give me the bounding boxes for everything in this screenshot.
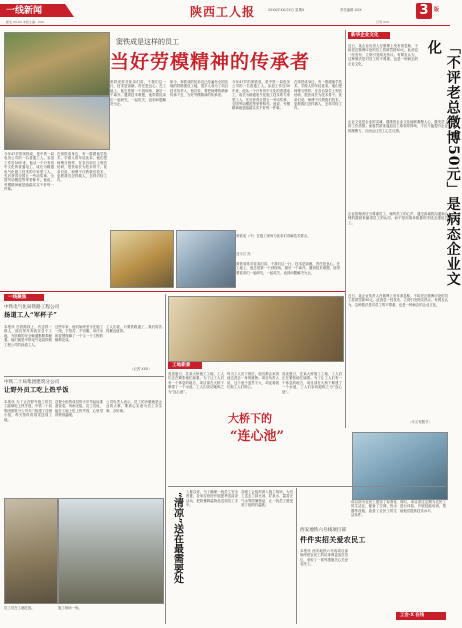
row2-photo-site (58, 498, 164, 604)
row3-rule (168, 486, 446, 487)
sidebar-credit: （本文有删节） (408, 420, 432, 424)
right-story-column-2: 项目部为农民工建设了标准化的生活区，配备了空调、热水器等设施，改善了农民工的生活条件。 (351, 500, 397, 518)
lead-column-1: 今年47岁的窦铁成，是中铁一局电务公司的一名普通工人。参加工作近30年来，他从一个只有初中文化的普通电工，成长为精通电气化施工技术的专家型工人，先后获得全国五一劳动奖章、全国劳动模范等荣誉称号。他说，劳模精神就是踏踏实实干好每一件事。 (4, 152, 54, 192)
masthead-sub-right: 记者 XXX (376, 20, 390, 24)
paper-title: 陕西工人报 (190, 5, 256, 19)
sidebar-column-3: 企业管理者应当尊重员工，倾听员工的心声，通过真诚的沟通和合理的激励来赢得员工的认同，而不是用简单粗暴的手段去强迫员工。 (348, 212, 448, 225)
row2-caption-b: 施工现场一角。 (58, 606, 82, 610)
row3-photo-pool (352, 432, 448, 500)
lead-column-6: 在窦铁成身边，有一群跟他学技术、学做人的年轻徒弟。他们把师傅当榜样，在各自岗位上刻苦钻研，很快成长为技术骨干。徒弟们说，师傅不仅教我们技术，更教我们怎样做人，怎样对待工作。 (294, 80, 342, 111)
section-title: 一线新闻 (6, 6, 43, 16)
bottom-right-banner: 工会·X 在线 (400, 613, 425, 618)
lead-column-5: 今年47岁的窦铁成，是中铁一局电务公司的一名普通工人。参加工作近30年来，他从一个只有初中文化的普通电工，成长为精通电气化施工技术的专家型工人，先后获得全国五一劳动奖章、全国劳动模范等荣誉称号。他说，劳模精神就是踏踏实实干好每一件事。 (232, 80, 290, 111)
story1-kicker: 中铁电气化局铁路工程公司 (4, 305, 60, 310)
row3-divider (296, 488, 297, 624)
lead-photo-main (4, 32, 110, 96)
story2-column-1: 本报讯 为了让在野外施工的员工能够吃上热乎饭，中铁二十局集团建筑分公司专门组建了送餐小组，每天按时将饭菜送到工地。 (4, 400, 52, 422)
right-story-column-1: 本报讯 西安地铁六号线项目部始终把农民工的切身利益放在首位，采取了一系列措施关心关爱农民工。 (300, 549, 348, 567)
story1-credit: （记者 XXX） (130, 367, 152, 371)
sidebar-column-1: 近日，某企业负责人在微博上发布消息称，不给老总微博评论的员工将被罚款50元。此消息一经发布，立即引发网友热议。有网友认为，这种做法是对员工的不尊重，也是一种病态的企业文化。 (348, 44, 418, 66)
lead-column-2: 在窦铁成身边，有一群跟他学技术、学做人的年轻徒弟。他们把师傅当榜样，在各自岗位上刻苦钻研，很快成长为技术骨干。徒弟们说，师傅不仅教我们技术，更教我们怎样做人，怎样对待工作。 (57, 152, 107, 183)
story-divider (4, 376, 164, 377)
row2-banner: 一线聚焦 (8, 295, 27, 300)
lead-photo-crew (110, 230, 174, 288)
masthead-editor: 责任编辑 XXX (340, 8, 362, 12)
row3-big-headline-a: 大桥下的 (228, 412, 272, 425)
story2-kicker: 中铁二十局集团建筑分公司 (4, 380, 60, 385)
lead-column-3: 窦铁成常对徒弟们讲，干我们这一行，技术是饭碗，责任是良心。在工地上，他总是第一个到现场，最后一个离开。遇到技术难题，他带着徒弟们一起研究，一起攻关，直到问题解决为止。 (110, 80, 166, 107)
lead-photo-caption: 窦铁成（中）在施工现场为徒弟们讲解技术要点。 (236, 234, 311, 238)
row3-story-a-3: 炎炎夏日，在某大桥施工工地，工人们正在紧张地忙碌着。为了让工人们有一个休息的地方，项目部在大桥下修建了一个水池，工人们亲切地称之为“连心池”。 (282, 372, 342, 394)
page-number: 3 (419, 3, 429, 18)
sidebar-section-title: 新华企业文化 (351, 33, 379, 38)
row2-caption-a: 员工们在工地吃饭。 (4, 606, 35, 610)
row3-story-b-1: 入夏以来，为了确保一线员工安全度夏，各单位纷纷开展夏季送清凉活动，把防暑降温物品送到员工手中。 (186, 490, 238, 508)
story1-column-2: 这些年来，他们始终坚守在施工一线，不怕苦，不怕累，用汗水和智慧保障了一个又一个工程的顺利完成。 (55, 325, 103, 343)
story1-column-3: 工人们说，只要铁路通了，我们再苦再累也值得。 (106, 325, 162, 334)
right-story-headline: 件件实招关爱农民工 (300, 535, 366, 544)
masthead-date: 20XX年XX月X日 星期X (268, 8, 305, 12)
sidebar-divider (345, 30, 346, 428)
lead-column-7: 窦铁成常对徒弟们讲，干我们这一行，技术是饭碗，责任是良心。在工地上，他总是第一个到现场，最后一个离开。遇到技术难题，他带着徒弟们一起研究，一起攻关，直到问题解决为止。 (236, 262, 340, 275)
page-masthead (0, 0, 450, 26)
lead-photo-worker (4, 96, 110, 150)
sidebar-column-4: 近日，某企业负责人在微博上发布消息称，不给老总微博评论的员工将被罚款50元。此消息一经发布，立即引发网友热议。有网友认为，这种做法是对员工的不尊重，也是一种病态的企业文化。 (348, 294, 448, 307)
row3-banner: 工地新景 (172, 363, 191, 368)
story2-column-3: 公司负责人表示，员工的冷暖就是企业的大事，要真心实意为员工办实事、办好事。 (106, 400, 162, 413)
lead-photo-site (176, 230, 236, 288)
masthead-rule (0, 25, 450, 26)
story2-column-2: 送餐小组的成员每天早早起床准备饭菜，风雨无阻。员工们说，能在工地上吃上热乎饭，心里觉得特别温暖。 (55, 400, 103, 418)
row3-story-a-1: 炎炎夏日，在某大桥施工工地，工人们正在紧张地忙碌着。为了让工人们有一个休息的地方，项目部在大桥下修建了一个水池，工人们亲切地称之为“连心池”。 (168, 372, 224, 394)
row3-vertical-head: “清凉”送在最需要处 (171, 492, 183, 584)
story1-column-1: 本报讯 在铁路线上，有这样一群人，他们常年奔波在各个工地，为铁路的安全畅通默默奉献着。他们就是中铁电气化局铁路工程公司的扬道工人。 (4, 325, 52, 347)
masthead-sub-left: 邮发 XX-XX 本版主编：XXX (6, 20, 45, 24)
sidebar-column-2: 企业文化是企业的灵魂，健康的企业文化能够凝聚人心，激发员工的工作热情。而靠罚款来逼迫员工给领导捧场，不仅不能提升企业的凝聚力，反而会让员工心生反感。 (348, 120, 448, 133)
row3-story-b-2: 各级工会组织深入施工现场，为员工送去了绿豆汤、矿泉水、藿香正气水等防暑物品，让一线员工感受到了组织的温暖。 (241, 490, 293, 508)
lead-headline: 当好劳模精神的传承者 (110, 51, 311, 73)
page-number-badge (416, 3, 432, 19)
row2-rule (0, 291, 345, 292)
page-label: 版 (434, 7, 440, 13)
row2-photo-meal (4, 498, 58, 604)
row3-story-a-2: 每当工人们下班后，他们都会来到池边洗去一身的疲惫。项目负责人说，这个池子虽然不大，却连着我们和工人们的心。 (227, 372, 279, 390)
lead-column-4: 如今，窦铁成的徒弟们已经遍布全国各地的铁路建设工地，很多人成为了项目技术负责人。他们说，要把师傅的精神传承下去，当好劳模精神的传承者。 (170, 80, 228, 98)
lead-kicker: 窦铁成是这样的员工 (116, 38, 179, 46)
right-story-column-3: 同时，项目部还定期为农民工进行体检，开展技能培训，帮助他们提高技术水平。 (400, 500, 446, 513)
row2-photo-group (168, 296, 344, 362)
story1-headline: 扬道工人“军杯子” (4, 312, 58, 319)
lead-photo-credit: 通讯员 摄 (236, 252, 251, 256)
right-story-kicker: 西安地铁六号线项目部 (300, 528, 346, 533)
row2-divider (165, 294, 166, 624)
story2-headline: 让野外员工吃上热乎饭 (4, 387, 69, 394)
sidebar-vertical-headline: 「不评老总微博50元」是病态企业文化 (425, 40, 461, 287)
row3-big-headline-b: “连心池” (230, 429, 284, 444)
